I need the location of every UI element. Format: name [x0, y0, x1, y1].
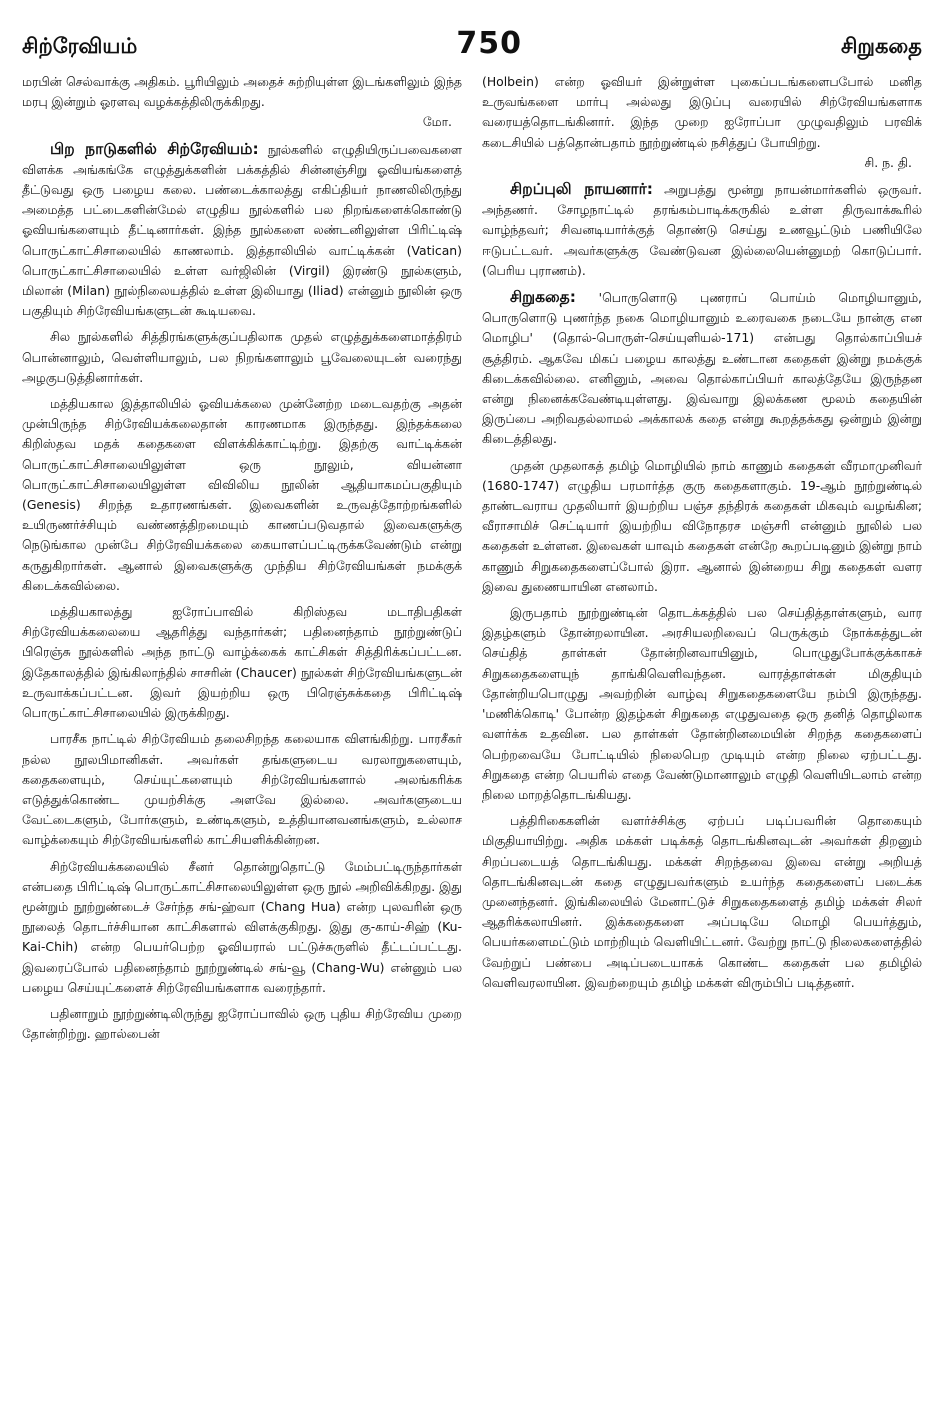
paragraph: சிற்ரேவியக்கலையில் சீனர் தொன்றுதொட்டு மேம்பட்டிருந்தார்கள் என்பதை பிரிட்டிஷ் பொருட்காட்சிசாலையிலுள்ள ஒரு நூல் அறிவிக்கிறது. இது மூன்றும் நூற்றுண்டைச் சேர்ந்த சங்-ஹ்வா (Chang Hua) என்ற புலவரின் ஒரு நூலைத் தொடர்ச்சியான காட்சிகளால் விளக்குகிறது. இது கு-காய்-சிஹ் (Ku-Kai-Chih) என்ற பெயர்பெற்ற ஓவியரால் பட்டுச்சுருளில் தீட்டப்பட்டது. இவரைப்போல் பதினைந்தாம் நூற்றுண்டில் சங்-வூ (Chang-Wu) என்னும் பல பழைய செய்யுட்களைச் சிற்ரேவியங்களாக வரைந்தார். [22, 858, 462, 995]
paragraph [22, 72, 462, 133]
paragraph-text: (Holbein) என்ற ஓவியர் இன்றுள்ள புகைப்படங்களைபபோல் மனித உருவங்களை மார்பு அல்லது இடுப்பு வரையில் சிற்ரேவியங்களாக வரையத்தொடங்கினார். இந்த முறை ஐரோப்பா முழுவதிலும் பரவிக் கடைசியில் பத்தொன்பதாம் நூற்றுண்டில் நசித்துப் போயிற்று. [482, 74, 922, 150]
section-heading: பிற நாடுகளில் சிற்ரேவியம்: [50, 139, 259, 158]
right-column [482, 72, 922, 1422]
running-head-left: சிற்ரேவியம் [22, 34, 138, 58]
section-heading: சிறப்புலி நாயனார்: [510, 180, 653, 199]
paragraph [482, 179, 922, 281]
paragraph-text: அறுபத்து மூன்று நாயன்மார்களில் ஒருவர். அந்தணர். சோழநாட்டில் தரங்கம்பாடிக்கருகில் உள்ள திருவாக்கூரில் வாழ்ந்தவர்; சிவனடியார்க்குத் தொண்டு செய்து உணவூட்டும் பணியிலே ஈடுபட்டவர். அவர்களுக்கு வேண்டுவன இல்லையென்னுமற் கொடுப்பார். (பெரிய புராணம்). [482, 182, 922, 278]
author-initials: சி. ந. தி. [864, 154, 912, 170]
page-number: 750 [456, 26, 522, 61]
paragraph-text: நூல்களில் எழுதியிருப்பவைகளை விளக்க அங்கங்கே எழுத்துக்களின் பக்கத்தில் சின்னஞ்சிறு ஓவியங்களைத் தீட்டுவது ஒரு பழைய கலை. பண்டைக்காலத்து எகிப்தியர் நாணலிலிருந்து அமைத்த பட்டைகளின்மேல் எழுதிய நூல்களில் பல நிறங்களைக்கொண்டு ஓவியங்களையும் தீட்டினார்கள். இந்த நூல்களை லண்டனிலுள்ள பிரிட்டிஷ் பொருட்காட்சிசாலையில் காணலாம். இத்தாலியில் வாட்டிக்கன் (Vatican) பொருட்காட்சிசாலையில் உள்ள வர்ஜிலின் (Virgil) இரண்டு நூல்களும், மிலான் (Milan) நூல்நிலையத்தில் உள்ள இலியாது (Iliad) என்னும் நூலின் ஒரு பகுதியும் சிற்ரேவியங்களுடன் கூடியவை. [22, 141, 462, 319]
left-column [22, 72, 462, 1422]
text-columns [22, 72, 922, 1422]
paragraph: சில நூல்களில் சித்திரங்களுக்குப்பதிலாக முதல் எழுத்துக்களைமாத்திரம் பொன்னாலும், வெள்ளியாலும், பல நிறங்களாலும் பூவேலையுடன் வரைந்து அழகுபடுத்தினார்கள். [22, 329, 462, 385]
paragraph-text: 'பொருளொடு புணராப் பொய்ம் மொழியானும், பொருளொடு புணர்ந்த நகை மொழியானும் உரைவகை நடையே நான்கு என மொழிப' (தொல்-பொருள்-செய்யுளியல்-171) என்பது தொல்காப்பியச் சூத்திரம். ஆகவே மிகப் பழைய காலத்து உண்டான கதைகள் இன்று நமக்குக் கிடைக்கவில்லை. எனினும், அவை தொல்காப்பியர் காலத்தேயே இருந்தன என்று நினைக்கவேண்டியுள்ளது. இவ்வாறு இலக்கண மூலம் கதையின் இருப்பை அறிவதல்லாமல் அக்காலக் கதை என்று கூறத்தக்கது ஒன்றும் இன்று கிடைத்திலது. [482, 290, 922, 447]
paragraph: மத்தியகாலத்து ஐரோப்பாவில் கிறிஸ்தவ மடாதிபதிகள் சிற்ரேவியக்கலையை ஆதரித்து வந்தார்கள்; பதினைந்தாம் நூற்றுண்டுப் பிரெஞ்சு நூல்களில் அந்த நாட்டு வாழ்க்கைக் காட்சிகள் சித்திரிக்கப்பட்டன. இதேகாலத்தில் இங்கிலாந்தில் சாசரின் (Chaucer) நூல்கள் சிற்ரேவியங்களுடன் உருவாக்கப்பட்டன. இவர் இயற்றிய ஒரு பிரெஞ்சுக்கதை பிரிட்டிஷ் பொருட்காட்சிசாலையில் இருக்கிறது. [22, 604, 462, 721]
paragraph [482, 72, 922, 173]
paragraph: பாரசீக நாட்டில் சிற்ரேவியம் தலைசிறந்த கலையாக விளங்கிற்று. பாரசீகர் நல்ல நூலபிமானிகள். அவர்கள் தங்களுடைய வரலாறுகளையும், கதைகளையும், செய்யுட்களையும் சிற்ரேவியங்களால் அலங்கரிக்க எடுத்துக்கொண்ட முயற்சிக்கு அளவே இல்லை. அவர்களுடைய வேட்டைகளும், போர்களும், உண்டிகளும், உத்தியானவனங்களும், உல்லாச வாழ்க்கையும் சிற்ரேவியங்களில் காட்சியளிக்கின்றன. [22, 731, 462, 848]
paragraph: முதன் முதலாகத் தமிழ் மொழியில் நாம் காணும் கதைகள் வீரமாமுனிவர் (1680-1747) எழுதிய பரமார்த்த குரு கதைகளாகும். 19-ஆம் நூற்றுண்டில் தாண்டவராய முதலியார் இயற்றிய பஞ்ச தந்திரக் கதைகள் மிகவும் வழங்கின; வீராசாமிச் செட்டியார் இயற்றிய விநோதரச மஞ்சரி என்னும் நூலில் பல கதைகள் உள்ளன. இவைகள் யாவும் கதைகள் என்றே கூறப்படினும் இன்று நாம் காணும் சிறுகதைகளைப்போல் இரா. ஆனால் இன்றைய சிறு கதைகள் வளர இவை துணையாயின எனலாம். [482, 457, 922, 594]
paragraph: பத்திரிகைகளின் வளர்ச்சிக்கு ஏற்பப் படிப்பவரின் தொகையும் மிகுதியாயிற்று. அதிக மக்கள் படிக்கத் தொடங்கினவுடன் அவர்கள் திறனும் சிறப்படையத் தொடங்கியது. மக்கள் சிறந்தவை இவை என்று அறியத் தொடங்கினவுடன் கதை எழுதுபவர்களும் உயர்ந்த கதைகளைப் படைக்க முனைந்தனர். இங்கிலையில் மேனாட்டுச் சிறுகதைகளைத் தமிழ் மக்கள் சிலர் ஆதரிக்கலாயினர். இக்கதைகளை அப்படியே மொழி பெயர்த்தும், பெயர்களைமட்டும் மாற்றியும் வெளியிட்டனர். வேற்று நாட்டு நிலைகளைத்தில் வேற்றுப் பண்பை அடிப்படையாகக் கொண்ட கதைகள் பல தமிழில் வெளிவரலாயின. இவற்றையும் தமிழ் மக்கள் விரும்பிப் படித்தனர். [482, 813, 922, 990]
paragraph: பதினாறும் நூற்றுண்டிலிருந்து ஐரோப்பாவில் ஒரு புதிய சிற்ரேவிய முறை தோன்றிற்று. ஹால்பைன் [22, 1005, 462, 1042]
paragraph [482, 287, 922, 450]
running-head-right: சிறுகதை [840, 34, 922, 58]
section-heading: சிறுகதை: [510, 288, 576, 307]
paragraph: இருபதாம் நூற்றுண்டின் தொடக்கத்தில் பல செய்தித்தாள்களும், வார இதழ்களும் தோன்றலாயின. அரசியலறிவைப் பெருக்கும் நோக்கத்துடன் செய்தித் தாள்கள் தோன்றினவாயினும், பொழுதுபோக்குக்காகச் சிறுகதைகளையுந் தாங்கிவெளிவந்தன. வாரத்தாள்கள் மிகுதியும் தோன்றியபொழுது அவற்றின் வாழ்வு சிறுகதைகளையே நம்பி இருந்தது. 'மணிக்கொடி' போன்ற இதழ்கள் சிறுகதை எழுதுவதை ஒரு தனித் தொழிலாக வளர்க்க உதவின. பல தாள்கள் தோன்றினமையின் சிறந்த கதைகளைப் பெற்றவையே போட்டியில் நிலைபெற முடியும் என்ற நிலை ஏற்பட்டது. சிறுகதை என்ற பெயரில் எதை வேண்டுமானாலும் எழுதி வெளியிடலாம் என்ற நிலை மாறத்தொடங்கியது. [482, 605, 922, 802]
author-initials: மோ. [422, 114, 452, 130]
paragraph: மத்தியகால இத்தாலியில் ஓவியக்கலை முன்னேற்ற மடைவதற்கு அதன் முன்பிருந்த சிற்ரேவியக்கலைதான் காரணமாக இருந்தது. இந்தக்கலை கிறிஸ்தவ மதக் கதைகளை விளக்கிக்காட்டிற்று. இதற்கு வாட்டிக்கன் பொருட்காட்சிசாலையிலுள்ள ஒரு நூலும், வியன்னா பொருட்காட்சிசாலையிலுள்ள விவிலிய நூலின் ஆதியாகமப்பகுதியும் (Genesis) சிறந்த உதாரணங்கள். இவைகளின் உருவத்தோற்றங்களில் உயிருணர்ச்சியும் வண்ணத்திறமையும் காணப்படுவதால் இவைகளுக்கு நெடுங்கால முன்பே சிற்ரேவியக்கலை கையாளப்பட்டிருக்கவேண்டும் என்று கருதுகிறார்கள். ஆனால் இவைகளுக்கு முந்திய சிற்ரேவியங்கள் நமக்குக் கிடைக்கவில்லை. [22, 396, 462, 593]
page-header [22, 26, 922, 72]
paragraph [22, 139, 462, 322]
paragraph-text: மரபின் செல்வாக்கு அதிகம். பூரியிலும் அதைச் சுற்றியுள்ள இடங்களிலும் இந்த மரபு இன்றும் ஓரளவு வழக்கத்திலிருக்கிறது. [22, 74, 462, 110]
